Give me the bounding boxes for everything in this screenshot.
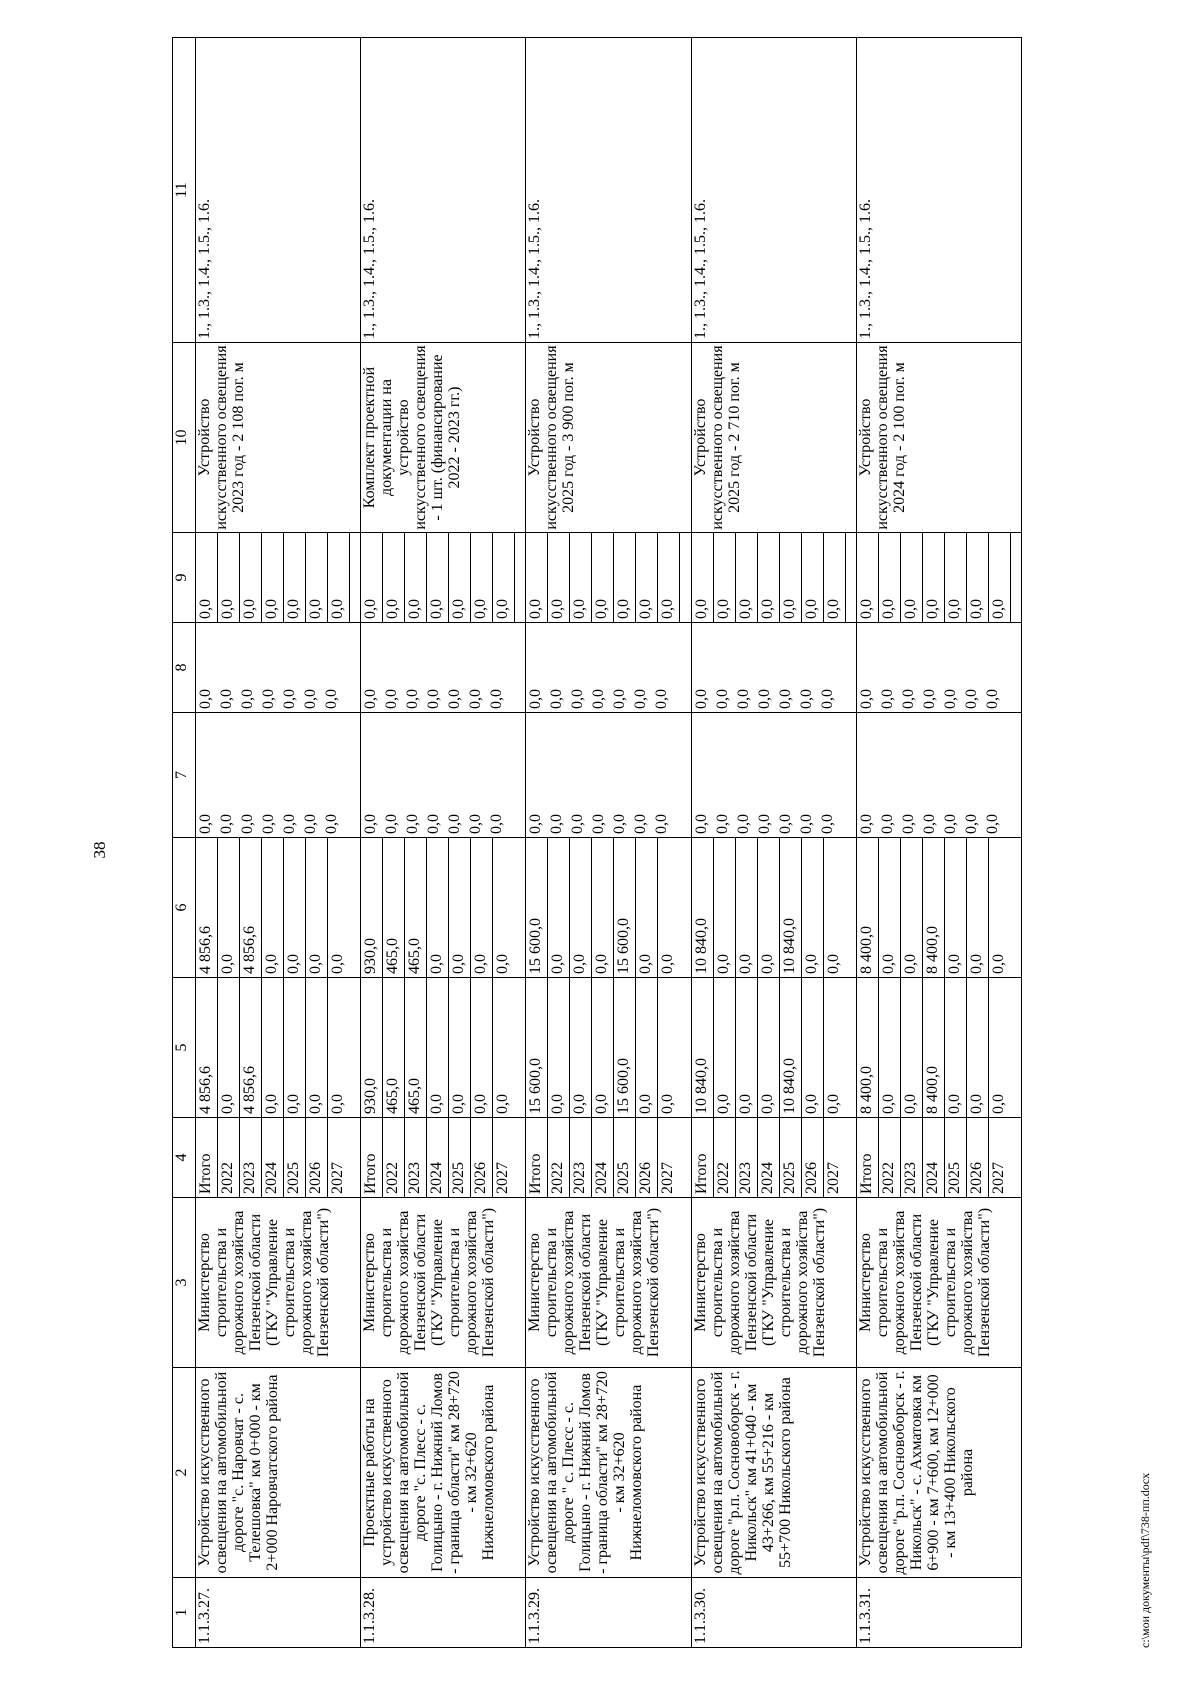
regional-budget-value-cell [361, 838, 526, 978]
regional-budget-value: 0,0 [570, 838, 592, 977]
col8-value: 0,0 [197, 689, 214, 709]
year-label: 2027 [659, 1162, 677, 1194]
target-indicators: 1., 1.3., 1.4., 1.5., 1.6. [361, 38, 526, 343]
executor: Министерство строительства и дорожного хозяйства Пензенской области (ГКУ "Управление строительства и дорожного хозяйства Пензенской области") [196, 1198, 361, 1368]
year-label: 2023 [240, 1118, 262, 1197]
col7-value: 0,0 [920, 814, 938, 834]
executor: Министерство строительства и дорожного хозяйства Пензенской области (ГКУ "Управление строительства и дорожного хозяйства Пензенской области") [361, 1198, 526, 1368]
col7-value: 0,0 [797, 814, 815, 834]
target-indicators: 1., 1.3., 1.4., 1.5., 1.6. [856, 38, 1021, 343]
measure-name: Устройство искусственного освещения на автомобильной дороге "с. Наровчат - с. Телешовка" км 0+000 - км 2+000 Наровчатского района [196, 1368, 361, 1578]
year-label: Итого [857, 1118, 879, 1197]
col7-value: 0,0 [323, 814, 340, 834]
col7-value: 0,0 [218, 814, 235, 834]
col8-value: 0,0 [962, 689, 980, 709]
row-number: 1.1.3.28. [361, 1578, 526, 1648]
col9-value: 0,0 [780, 533, 802, 622]
total-funding-value: 4 856,6 [196, 978, 218, 1117]
col9-value: 0,0 [758, 533, 780, 622]
regional-budget-value: 0,0 [218, 838, 240, 977]
col7-value: 0,0 [383, 814, 401, 834]
year-label: 2024 [262, 1118, 284, 1197]
total-funding-value: 930,0 [361, 978, 383, 1117]
col8-value: 0,0 [467, 689, 485, 709]
col9-value: 0,0 [548, 533, 570, 622]
col8-value: 0,0 [920, 689, 938, 709]
col8-value: 0,0 [797, 689, 815, 709]
col7-value: 0,0 [653, 814, 671, 834]
col9-value: 0,0 [592, 533, 614, 622]
year-label: 2023 [901, 1118, 923, 1197]
header-row [173, 38, 196, 1648]
total-funding-value-cell [361, 978, 526, 1118]
column-header: 4 [173, 1118, 196, 1198]
year-label: 2027 [329, 1162, 346, 1194]
col7-value: 0,0 [260, 814, 277, 834]
col7-value: 0,0 [632, 814, 650, 834]
col7-value-cell [196, 713, 361, 838]
year-label: 2026 [471, 1118, 493, 1197]
col7-value: 0,0 [548, 814, 566, 834]
regional-budget-value: 0,0 [306, 838, 328, 977]
target-indicators: 1., 1.3., 1.4., 1.5., 1.6. [526, 38, 691, 343]
column-header: 10 [173, 343, 196, 533]
total-funding-value: 0,0 [284, 978, 306, 1117]
total-funding-value: 15 600,0 [614, 978, 636, 1117]
year-label: 2026 [636, 1118, 658, 1197]
total-funding-value: 8 400,0 [923, 978, 945, 1117]
file-path-footer: c:\мои документы\pdf\738-пп.docx [1138, 1472, 1152, 1648]
total-funding-value: 0,0 [449, 978, 471, 1117]
regional-budget-value: 0,0 [592, 838, 614, 977]
page-number: 38 [90, 841, 109, 859]
year-label: 2023 [736, 1118, 758, 1197]
col8-value-cell [196, 623, 361, 713]
regional-budget-value-cell [691, 838, 856, 978]
col9-value: 0,0 [636, 533, 658, 622]
total-funding-value: 0,0 [659, 1094, 677, 1114]
regional-budget-value: 0,0 [824, 954, 842, 974]
regional-budget-value: 10 840,0 [692, 838, 714, 977]
total-funding-value: 0,0 [714, 978, 736, 1117]
total-funding-value: 0,0 [306, 978, 328, 1117]
total-funding-value: 0,0 [592, 978, 614, 1117]
regional-budget-value: 465,0 [383, 838, 405, 977]
total-funding-value: 15 600,0 [526, 978, 548, 1117]
total-funding-value: 10 840,0 [692, 978, 714, 1117]
col8-value: 0,0 [404, 689, 422, 709]
col7-value: 0,0 [734, 814, 752, 834]
col8-value: 0,0 [569, 689, 587, 709]
col8-value: 0,0 [446, 689, 464, 709]
regional-budget-value-cell [856, 838, 1021, 978]
col9-value: 0,0 [989, 533, 1011, 622]
col8-value: 0,0 [527, 689, 545, 709]
year-label: 2025 [614, 1118, 636, 1197]
year-label: Итого [526, 1118, 548, 1197]
year-label: 2022 [383, 1118, 405, 1197]
col8-value-cell [691, 623, 856, 713]
total-funding-value: 0,0 [494, 1094, 512, 1114]
regional-budget-value: 0,0 [758, 838, 780, 977]
total-funding-value: 0,0 [945, 978, 967, 1117]
regional-budget-value: 15 600,0 [526, 838, 548, 977]
col9-value: 0,0 [824, 533, 846, 622]
year-label: 2022 [879, 1118, 901, 1197]
total-funding-value-cell [691, 978, 856, 1118]
col8-value: 0,0 [857, 689, 875, 709]
col8-value: 0,0 [425, 689, 443, 709]
col7-value: 0,0 [818, 814, 836, 834]
col7-value: 0,0 [941, 814, 959, 834]
total-funding-value-cell [856, 978, 1021, 1118]
col9-value: 0,0 [449, 533, 471, 622]
col8-value: 0,0 [878, 689, 896, 709]
regional-budget-value: 930,0 [361, 838, 383, 977]
regional-budget-value-cell [526, 838, 691, 978]
col7-value: 0,0 [713, 814, 731, 834]
col8-value: 0,0 [983, 689, 1001, 709]
col9-value: 0,0 [262, 533, 284, 622]
total-funding-value: 0,0 [636, 978, 658, 1117]
col9-value: 0,0 [405, 533, 427, 622]
col7-value: 0,0 [776, 814, 794, 834]
col7-value-cell [856, 713, 1021, 838]
col8-value: 0,0 [653, 689, 671, 709]
col7-value: 0,0 [446, 814, 464, 834]
total-funding-value: 0,0 [262, 978, 284, 1117]
col8-value: 0,0 [611, 689, 629, 709]
col7-value: 0,0 [569, 814, 587, 834]
col9-value: 0,0 [945, 533, 967, 622]
col7-value: 0,0 [692, 814, 710, 834]
year-label: 2022 [218, 1118, 240, 1197]
col9-value: 0,0 [328, 533, 350, 622]
regional-budget-value: 0,0 [901, 838, 923, 977]
col9-value-cell [196, 533, 361, 623]
col8-value: 0,0 [692, 689, 710, 709]
regional-budget-value: 15 600,0 [614, 838, 636, 977]
col9-value: 0,0 [240, 533, 262, 622]
col8-value: 0,0 [941, 689, 959, 709]
expected-result: Устройство искусственного освещения 2024 год - 2 100 пог. м [856, 343, 1021, 533]
year-label-cell [361, 1118, 526, 1198]
regional-budget-value: 0,0 [967, 838, 989, 977]
col9-value-cell [526, 533, 691, 623]
col7-value: 0,0 [467, 814, 485, 834]
total-funding-value: 0,0 [967, 978, 989, 1117]
regional-budget-value: 0,0 [471, 838, 493, 977]
year-label: Итого [196, 1118, 218, 1197]
total-funding-value: 465,0 [383, 978, 405, 1117]
year-label: Итого [361, 1118, 383, 1197]
regional-budget-value: 0,0 [427, 838, 449, 977]
year-label: Итого [692, 1118, 714, 1197]
col9-value: 0,0 [427, 533, 449, 622]
total-funding-value: 0,0 [471, 978, 493, 1117]
col8-value: 0,0 [899, 689, 917, 709]
year-label: 2027 [824, 1162, 842, 1194]
total-funding-value: 0,0 [736, 978, 758, 1117]
row-number: 1.1.3.31. [856, 1578, 1021, 1648]
row-number: 1.1.3.27. [196, 1578, 361, 1648]
col9-value: 0,0 [361, 533, 383, 622]
col7-value: 0,0 [302, 814, 319, 834]
expected-result: Устройство искусственного освещения 2023 год - 2 108 пог. м [196, 343, 361, 533]
regional-budget-value: 0,0 [989, 954, 1007, 974]
col8-value: 0,0 [383, 689, 401, 709]
year-label: 2022 [714, 1118, 736, 1197]
year-label-cell [691, 1118, 856, 1198]
col9-value: 0,0 [714, 533, 736, 622]
year-label: 2025 [449, 1118, 471, 1197]
year-label: 2025 [284, 1118, 306, 1197]
regional-budget-value: 0,0 [714, 838, 736, 977]
col9-value: 0,0 [526, 533, 548, 622]
col8-value: 0,0 [632, 689, 650, 709]
column-header: 2 [173, 1368, 196, 1578]
col8-value: 0,0 [281, 689, 298, 709]
measure-name: Проектные работы на устройство искусственного освещения на автомобильной дороге "с. Плесс - с. Голицыно - г. Нижний Ломов - граница области" км 28+720 - км 32+620 Нижнеломовского района [361, 1368, 526, 1578]
col7-value-cell [361, 713, 526, 838]
regional-budget-value: 0,0 [945, 838, 967, 977]
col7-value-cell [691, 713, 856, 838]
col9-value: 0,0 [857, 533, 879, 622]
col7-value: 0,0 [239, 814, 256, 834]
total-funding-value-cell [196, 978, 361, 1118]
year-label: 2027 [494, 1162, 512, 1194]
col8-value: 0,0 [302, 689, 319, 709]
year-label: 2025 [780, 1118, 802, 1197]
col8-value: 0,0 [323, 689, 340, 709]
regional-budget-value: 4 856,6 [196, 838, 218, 977]
col8-value: 0,0 [818, 689, 836, 709]
col9-value: 0,0 [196, 533, 218, 622]
column-header: 7 [173, 713, 196, 838]
measure-name: Устройство искусственного освещения на автомобильной дороге " с. Плесс - с. Голицыно - г. Нижний Ломов - граница области" км 28+720 - км 32+620 Нижнеломовского района [526, 1368, 691, 1578]
expected-result: Комплект проектной документации на устройство искусственного освещения - 1 шт. (финансирование 2022 - 2023 гг.) [361, 343, 526, 533]
year-label: 2024 [427, 1118, 449, 1197]
col8-value: 0,0 [218, 689, 235, 709]
regional-budget-value: 0,0 [636, 838, 658, 977]
regional-budget-value: 10 840,0 [780, 838, 802, 977]
program-table-container [172, 38, 1022, 1648]
total-funding-value: 0,0 [427, 978, 449, 1117]
col9-value-cell [691, 533, 856, 623]
column-header: 9 [173, 533, 196, 623]
column-header: 5 [173, 978, 196, 1118]
total-funding-value: 0,0 [329, 1094, 346, 1114]
col7-value: 0,0 [362, 814, 380, 834]
executor: Министерство строительства и дорожного хозяйства Пензенской области (ГКУ "Управление строительства и дорожного хозяйства Пензенской области") [691, 1198, 856, 1368]
total-funding-value: 0,0 [802, 978, 824, 1117]
year-label: 2024 [592, 1118, 614, 1197]
col7-value: 0,0 [488, 814, 506, 834]
executor: Министерство строительства и дорожного хозяйства Пензенской области (ГКУ "Управление строительства и дорожного хозяйства Пензенской области") [526, 1198, 691, 1368]
col7-value: 0,0 [983, 814, 1001, 834]
col8-value: 0,0 [734, 689, 752, 709]
col7-value: 0,0 [281, 814, 298, 834]
col7-value: 0,0 [962, 814, 980, 834]
col8-value: 0,0 [755, 689, 773, 709]
total-funding-value: 4 856,6 [240, 978, 262, 1117]
col9-value: 0,0 [218, 533, 240, 622]
col9-value: 0,0 [967, 533, 989, 622]
executor: Министерство строительства и дорожного хозяйства Пензенской области (ГКУ "Управление строительства и дорожного хозяйства Пензенской области") [856, 1198, 1021, 1368]
expected-result: Устройство искусственного освещения 2025 год - 2 710 пог. м [691, 343, 856, 533]
col9-value: 0,0 [383, 533, 405, 622]
col9-value: 0,0 [901, 533, 923, 622]
year-label: 2026 [967, 1118, 989, 1197]
col9-value-cell [361, 533, 526, 623]
target-indicators: 1., 1.3., 1.4., 1.5., 1.6. [196, 38, 361, 343]
col7-value: 0,0 [857, 814, 875, 834]
col9-value: 0,0 [802, 533, 824, 622]
year-label: 2023 [570, 1118, 592, 1197]
regional-budget-value: 0,0 [284, 838, 306, 977]
total-funding-value: 0,0 [218, 978, 240, 1117]
total-funding-value: 0,0 [901, 978, 923, 1117]
col9-value: 0,0 [493, 533, 515, 622]
measure-name: Устройство искусственного освещения на автомобильной дороге "р.п. Сосновоборск - г. Никольск" - с. Ахматовка км 6+900 - км 7+600, км 12+000 - км 13+400 Никольского района [856, 1368, 1021, 1578]
col8-value: 0,0 [713, 689, 731, 709]
col7-value: 0,0 [755, 814, 773, 834]
year-label-cell [526, 1118, 691, 1198]
regional-budget-value: 8 400,0 [923, 838, 945, 977]
regional-budget-value: 0,0 [329, 954, 346, 974]
total-funding-value: 465,0 [405, 978, 427, 1117]
col9-value: 0,0 [284, 533, 306, 622]
regional-budget-value: 0,0 [659, 954, 677, 974]
table-row [526, 38, 691, 1648]
year-label: 2026 [802, 1118, 824, 1197]
column-header: 8 [173, 623, 196, 713]
year-label: 2026 [306, 1118, 328, 1197]
regional-budget-value: 4 856,6 [240, 838, 262, 977]
regional-budget-value: 0,0 [449, 838, 471, 977]
column-header: 6 [173, 838, 196, 978]
table-row [691, 38, 856, 1648]
row-number: 1.1.3.30. [691, 1578, 856, 1648]
regional-budget-value: 0,0 [736, 838, 758, 977]
col7-value: 0,0 [590, 814, 608, 834]
col9-value: 0,0 [570, 533, 592, 622]
col9-value: 0,0 [736, 533, 758, 622]
col9-value: 0,0 [614, 533, 636, 622]
col9-value: 0,0 [306, 533, 328, 622]
col8-value: 0,0 [260, 689, 277, 709]
target-indicators: 1., 1.3., 1.4., 1.5., 1.6. [691, 38, 856, 343]
regional-budget-value: 8 400,0 [857, 838, 879, 977]
total-funding-value: 0,0 [570, 978, 592, 1117]
table-body [196, 38, 1022, 1648]
col8-value: 0,0 [590, 689, 608, 709]
program-table [172, 37, 1022, 1648]
year-label: 2024 [923, 1118, 945, 1197]
col8-value-cell [361, 623, 526, 713]
col7-value: 0,0 [197, 814, 214, 834]
expected-result: Устройство искусственного освещения 2025 год - 3 900 пог. м [526, 343, 691, 533]
col8-value: 0,0 [776, 689, 794, 709]
total-funding-value: 0,0 [824, 1094, 842, 1114]
regional-budget-value: 0,0 [879, 838, 901, 977]
year-label-cell [856, 1118, 1021, 1198]
col7-value: 0,0 [425, 814, 443, 834]
col8-value: 0,0 [239, 689, 256, 709]
col9-value: 0,0 [879, 533, 901, 622]
col7-value-cell [526, 713, 691, 838]
col9-value: 0,0 [471, 533, 493, 622]
column-header: 11 [173, 38, 196, 343]
col7-value: 0,0 [878, 814, 896, 834]
regional-budget-value: 0,0 [802, 838, 824, 977]
col9-value-cell [856, 533, 1021, 623]
col8-value-cell [856, 623, 1021, 713]
column-header: 1 [173, 1578, 196, 1648]
regional-budget-value: 0,0 [548, 838, 570, 977]
col7-value: 0,0 [899, 814, 917, 834]
col7-value: 0,0 [611, 814, 629, 834]
table-row [196, 38, 361, 1648]
col7-value: 0,0 [527, 814, 545, 834]
total-funding-value: 0,0 [989, 1094, 1007, 1114]
column-header: 3 [173, 1198, 196, 1368]
col8-value-cell [526, 623, 691, 713]
year-label: 2023 [405, 1118, 427, 1197]
col7-value: 0,0 [404, 814, 422, 834]
year-label: 2025 [945, 1118, 967, 1197]
table-row [856, 38, 1021, 1648]
total-funding-value: 10 840,0 [780, 978, 802, 1117]
total-funding-value: 0,0 [879, 978, 901, 1117]
col8-value: 0,0 [362, 689, 380, 709]
regional-budget-value: 465,0 [405, 838, 427, 977]
col8-value: 0,0 [488, 689, 506, 709]
regional-budget-value: 0,0 [262, 838, 284, 977]
year-label: 2022 [548, 1118, 570, 1197]
col9-value: 0,0 [923, 533, 945, 622]
row-number: 1.1.3.29. [526, 1578, 691, 1648]
col9-value: 0,0 [658, 533, 680, 622]
year-label: 2024 [758, 1118, 780, 1197]
col8-value: 0,0 [548, 689, 566, 709]
table-row [361, 38, 526, 1648]
col9-value: 0,0 [692, 533, 714, 622]
measure-name: Устройство искусственного освещения на автомобильной дороге "р.п. Сосновоборск - г. Никольск" км 41+040 - км 43+266, км 55+216 - км 55+700 Никольского района [691, 1368, 856, 1578]
year-label-cell [196, 1118, 361, 1198]
total-funding-value-cell [526, 978, 691, 1118]
total-funding-value: 0,0 [548, 978, 570, 1117]
total-funding-value: 8 400,0 [857, 978, 879, 1117]
year-label: 2027 [989, 1162, 1007, 1194]
total-funding-value: 0,0 [758, 978, 780, 1117]
regional-budget-value-cell [196, 838, 361, 978]
regional-budget-value: 0,0 [494, 954, 512, 974]
